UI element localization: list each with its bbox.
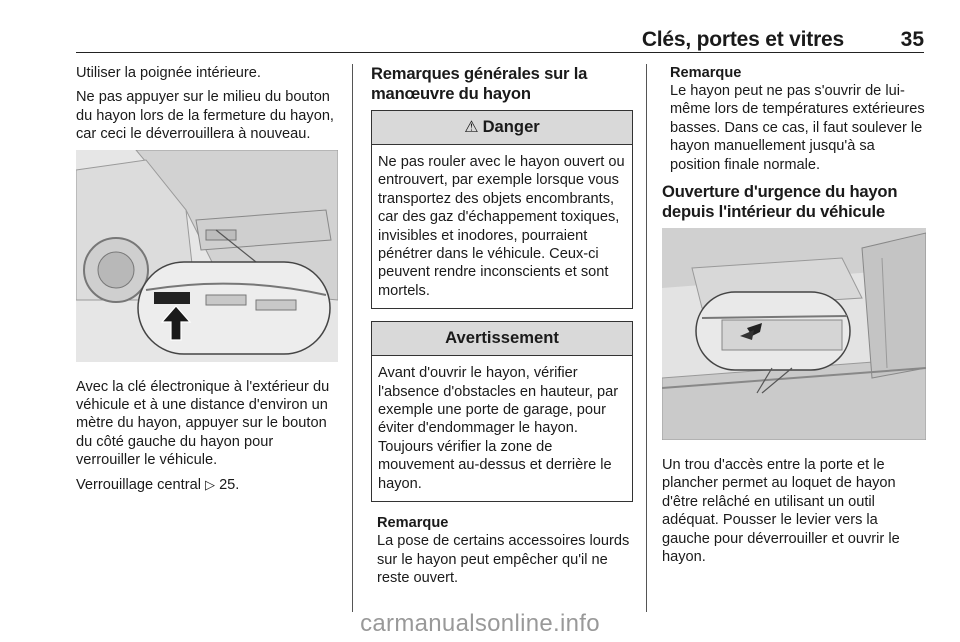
column-left: [76, 64, 338, 500]
column-divider: [646, 64, 647, 612]
paragraph: Ne pas appuyer sur le milieu du bouton du hayon lors de la fermeture du hayon, car ceci le déverrouillera à nouveau.: [76, 89, 334, 143]
reference-page[interactable]: 25.: [219, 476, 240, 493]
column-middle: [371, 64, 633, 595]
note-block: [371, 514, 633, 587]
emergency-release-figure: [662, 228, 926, 440]
cross-reference: [76, 476, 338, 494]
warning-body: Avant d'ouvrir le hayon, vérifier l'absence d'obstacles en hauteur, par exemple une porte de garage, pour éviter d'endommager le hayon. Toujours vérifier la zone de mouvement au-dessus et derrière le hayon.: [378, 365, 619, 492]
section-heading: Remarques générales sur la manœuvre du hayon: [371, 64, 588, 103]
note-block: [662, 64, 926, 174]
chapter-title: Clés, portes et vitres: [641, 28, 844, 51]
warning-box-header: Avertissement: [372, 322, 632, 356]
warning-box: [371, 321, 633, 502]
watermark: carmanualsonline.info: [360, 610, 600, 637]
note-body: La pose de certains accessoires lourds sur le hayon peut empêcher qu'il ne reste ouvert.: [377, 533, 630, 586]
note-title: Remarque: [377, 515, 449, 532]
tailgate-button-figure: [76, 150, 338, 362]
page-reference-arrow-icon: ▷: [205, 476, 215, 492]
section-heading: Ouverture d'urgence du hayon depuis l'intérieur du véhicule: [662, 182, 898, 222]
danger-title: Danger: [482, 117, 540, 136]
danger-box: [371, 110, 633, 309]
danger-body: Ne pas rouler avec le hayon ouvert ou entrouvert, par exemple lorsque vous transportez des objets encombrants, car des gaz d'échappement toxiques, invisibles et inodores, pourraient pénétrer dans le véhicule. Ceux-ci peuvent rendre inconscients et sont mortels.: [378, 154, 625, 299]
danger-box-header: [372, 111, 632, 145]
paragraph: Un trou d'accès entre la porte et le plancher permet au loquet de hayon d'être relâché en utilisant un outil adéquat. Pousser le levier vers la gauche pour déverrouiller et ouvrir le hayon.: [662, 457, 900, 566]
reference-text: Verrouillage central: [76, 476, 205, 493]
paragraph: Utiliser la poignée intérieure.: [76, 65, 261, 81]
page-header: [76, 28, 924, 53]
note-body: Le hayon peut ne pas s'ouvrir de lui-même lors de températures extérieures basses. Dans ce cas, il faut soulever le hayon manuellement jusqu'à sa position finale normale.: [670, 83, 925, 173]
emergency-release-illustration: [662, 228, 926, 440]
column-divider: [352, 64, 353, 612]
page-number: 35: [900, 28, 924, 51]
paragraph: Avec la clé électronique à l'extérieur du véhicule et à une distance d'environ un mètre du hayon, appuyer sur le bouton du côté gauche du hayon pour verrouiller le véhicule.: [76, 378, 330, 469]
column-right: [662, 64, 926, 572]
note-title: Remarque: [670, 65, 742, 81]
warning-triangle-icon: ⚠: [464, 119, 479, 136]
tailgate-button-illustration: [76, 150, 338, 362]
